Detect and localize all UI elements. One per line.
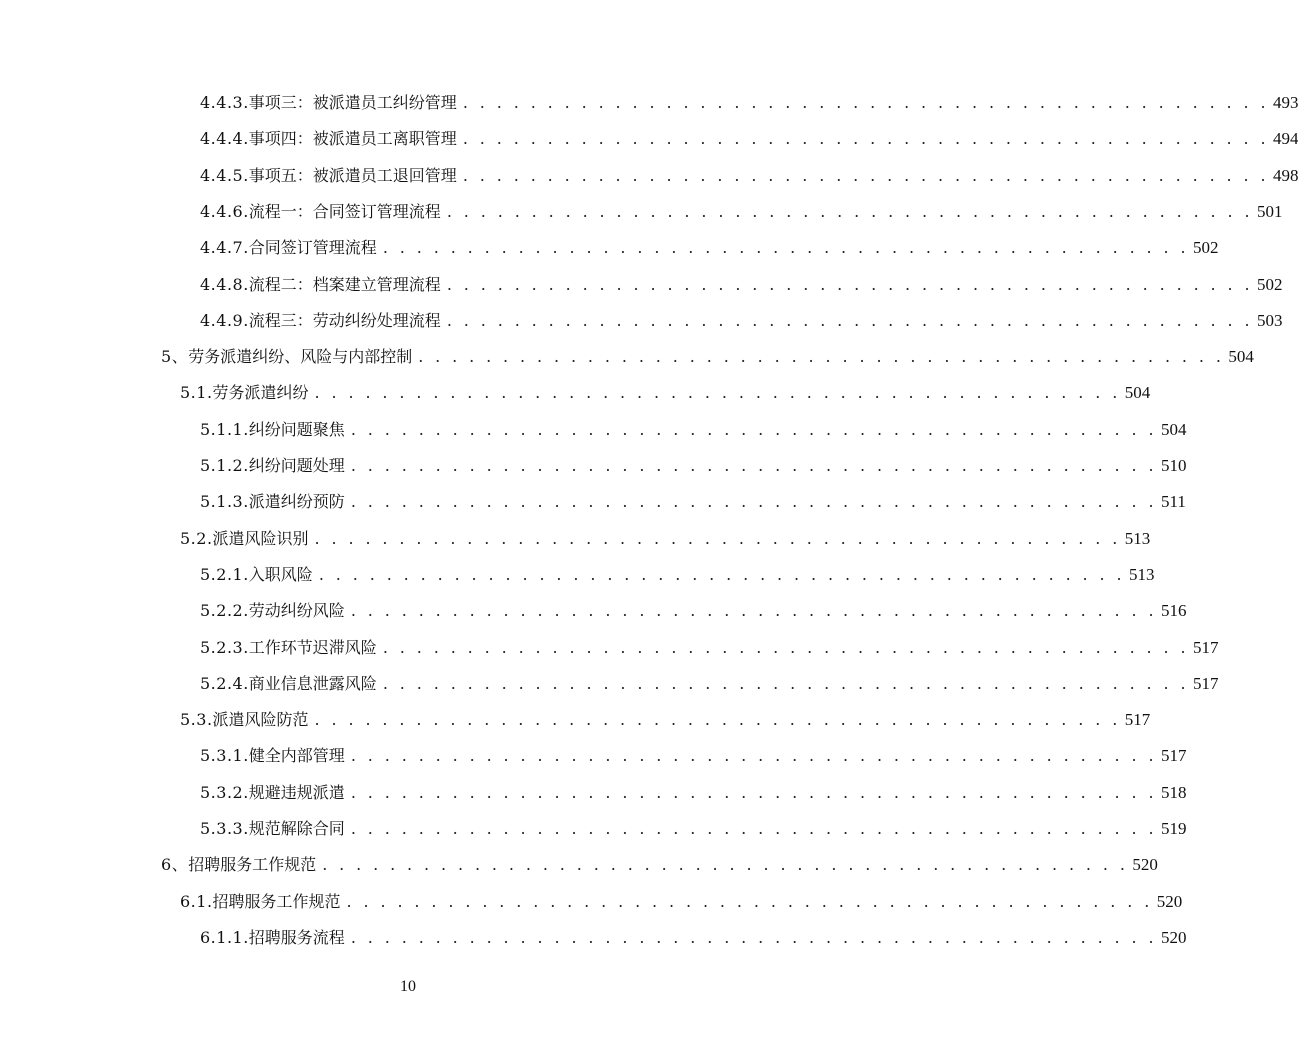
toc-entry-number: 5.2.4. bbox=[200, 674, 249, 693]
toc-entry[interactable] bbox=[200, 742, 1187, 770]
toc-entry-number: 4.4.9. bbox=[200, 311, 249, 330]
toc-entry[interactable] bbox=[180, 706, 1151, 734]
toc-entry-number: 5.3. bbox=[180, 710, 213, 729]
toc-dot-leader: . . . . . . . . . . . . . . . . . . . . . . . . . . . . . . . . . . . . . . . . . . . . . . . . bbox=[350, 746, 1157, 765]
toc-entry-page: 516 bbox=[1160, 601, 1187, 620]
toc-entry-page: 504 bbox=[1124, 383, 1151, 402]
toc-dot-leader: . . . . . . . . . . . . . . . . . . . . . . . . . . . . . . . . . . . . . . . . . . . . . . . . bbox=[350, 783, 1157, 802]
toc-entry-page: 502 bbox=[1256, 275, 1283, 294]
toc-entry-number: 5.2.3. bbox=[200, 638, 249, 657]
toc-entry-title: 工作环节迟滞风险 bbox=[248, 638, 377, 657]
toc-entry-number: 5.2. bbox=[180, 529, 213, 548]
toc-entry-page: 493 bbox=[1272, 93, 1298, 112]
toc-entry[interactable] bbox=[200, 597, 1187, 625]
toc-entry-title: 入职风险 bbox=[248, 565, 313, 584]
toc-entry[interactable] bbox=[200, 815, 1187, 843]
toc-entry-page: 511 bbox=[1160, 492, 1186, 511]
toc-entry-page: 502 bbox=[1192, 238, 1219, 257]
toc-entry-title: 派遣纠纷预防 bbox=[248, 492, 345, 511]
toc-entry[interactable] bbox=[200, 234, 1219, 262]
page-number: 10 bbox=[400, 978, 416, 995]
toc-dot-leader: . . . . . . . . . . . . . . . . . . . . . . . . . . . . . . . . . . . . . . . . . . . . . . . . bbox=[346, 892, 1153, 911]
toc-entry[interactable] bbox=[180, 525, 1151, 553]
toc-entry[interactable] bbox=[200, 162, 1298, 190]
toc-dot-leader: . . . . . . . . . . . . . . . . . . . . . . . . . . . . . . . . . . . . . . . . . . . . . . . . bbox=[350, 601, 1157, 620]
toc-entry[interactable] bbox=[200, 779, 1187, 807]
toc-dot-leader: . . . . . . . . . . . . . . . . . . . . . . . . . . . . . . . . . . . . . . . . . . . . . . . . bbox=[382, 674, 1189, 693]
toc-dot-leader: . . . . . . . . . . . . . . . . . . . . . . . . . . . . . . . . . . . . . . . . . . . . . . . . bbox=[446, 202, 1253, 221]
toc-entry[interactable] bbox=[200, 271, 1283, 299]
toc-entry-number: 5.2.2. bbox=[200, 601, 249, 620]
toc-entry-page: 513 bbox=[1124, 529, 1151, 548]
toc-dot-leader: . . . . . . . . . . . . . . . . . . . . . . . . . . . . . . . . . . . . . . . . . . . . . . . . bbox=[350, 456, 1157, 475]
toc-dot-leader: . . . . . . . . . . . . . . . . . . . . . . . . . . . . . . . . . . . . . . . . . . . . . . . . bbox=[418, 347, 1225, 366]
toc-entry-number: 4.4.3. bbox=[200, 93, 249, 112]
toc-entry-title: 劳动纠纷风险 bbox=[248, 601, 345, 620]
toc-dot-leader: . . . . . . . . . . . . . . . . . . . . . . . . . . . . . . . . . . . . . . . . . . . . . . . . bbox=[314, 710, 1121, 729]
toc-entry[interactable] bbox=[200, 125, 1298, 153]
toc-entry-title: 健全内部管理 bbox=[248, 746, 345, 765]
toc-entry[interactable] bbox=[200, 89, 1298, 117]
toc-dot-leader: . . . . . . . . . . . . . . . . . . . . . . . . . . . . . . . . . . . . . . . . . . . . . . . . bbox=[314, 383, 1121, 402]
toc-entry-page: 517 bbox=[1192, 638, 1219, 657]
toc-entry-number: 5.3.3. bbox=[200, 819, 249, 838]
toc-entry-number: 5.1. bbox=[180, 383, 213, 402]
toc-entry-number: 6.1.1. bbox=[200, 928, 249, 947]
toc-entry[interactable] bbox=[200, 307, 1283, 335]
toc-entry-number: 4.4.5. bbox=[200, 166, 249, 185]
toc-entry-page: 498 bbox=[1272, 166, 1298, 185]
toc-entry[interactable] bbox=[180, 379, 1151, 407]
toc-dot-leader: . . . . . . . . . . . . . . . . . . . . . . . . . . . . . . . . . . . . . . . . . . . . . . . . bbox=[350, 492, 1157, 511]
toc-entry[interactable] bbox=[200, 416, 1187, 444]
toc-entry-number: 4.4.7. bbox=[200, 238, 249, 257]
toc-entry-title: 纠纷问题聚焦 bbox=[248, 420, 345, 439]
toc-entry-title: 招聘服务工作规范 bbox=[212, 892, 341, 911]
toc-entry-title: 劳务派遣纠纷 bbox=[212, 383, 309, 402]
toc-dot-leader: . . . . . . . . . . . . . . . . . . . . . . . . . . . . . . . . . . . . . . . . . . . . . . . . bbox=[446, 275, 1253, 294]
toc-dot-leader: . . . . . . . . . . . . . . . . . . . . . . . . . . . . . . . . . . . . . . . . . . . . . . . . bbox=[350, 928, 1157, 947]
toc-entry-page: 494 bbox=[1272, 129, 1298, 148]
toc-entry-number: 5.1.1. bbox=[200, 420, 249, 439]
toc-entry-page: 518 bbox=[1160, 783, 1187, 802]
toc-dot-leader: . . . . . . . . . . . . . . . . . . . . . . . . . . . . . . . . . . . . . . . . . . . . . . . . bbox=[462, 93, 1269, 112]
toc-entry-number: 5.2.1. bbox=[200, 565, 249, 584]
toc-entry-title: 规范解除合同 bbox=[248, 819, 345, 838]
toc-entry[interactable] bbox=[200, 924, 1187, 952]
toc-entry-title: 商业信息泄露风险 bbox=[248, 674, 377, 693]
toc-entry-page: 513 bbox=[1128, 565, 1155, 584]
toc-entry-title: 事项三：被派遣员工纠纷管理 bbox=[248, 93, 457, 112]
toc-entry-page: 517 bbox=[1124, 710, 1151, 729]
toc-entry-page: 520 bbox=[1160, 928, 1187, 947]
toc-entry-number: 6、 bbox=[161, 855, 189, 874]
toc-entry-title: 劳务派遣纠纷、风险与内部控制 bbox=[188, 347, 413, 366]
toc-entry-number: 6.1. bbox=[180, 892, 213, 911]
toc-entry-page: 517 bbox=[1192, 674, 1219, 693]
toc-dot-leader: . . . . . . . . . . . . . . . . . . . . . . . . . . . . . . . . . . . . . . . . . . . . . . . . bbox=[350, 819, 1157, 838]
toc-dot-leader: . . . . . . . . . . . . . . . . . . . . . . . . . . . . . . . . . . . . . . . . . . . . . . . . bbox=[462, 166, 1269, 185]
toc-entry-page: 520 bbox=[1156, 892, 1183, 911]
toc-entry-number: 5.3.2. bbox=[200, 783, 249, 802]
toc-dot-leader: . . . . . . . . . . . . . . . . . . . . . . . . . . . . . . . . . . . . . . . . . . . . . . . . bbox=[322, 855, 1129, 874]
toc-entry-title: 招聘服务工作规范 bbox=[188, 855, 317, 874]
toc-entry-number: 5.1.2. bbox=[200, 456, 249, 475]
toc-entry[interactable] bbox=[161, 343, 1254, 371]
toc-dot-leader: . . . . . . . . . . . . . . . . . . . . . . . . . . . . . . . . . . . . . . . . . . . . . . . . bbox=[382, 238, 1189, 257]
toc-entry-title: 招聘服务流程 bbox=[248, 928, 345, 947]
toc-entry-number: 5、 bbox=[161, 347, 189, 366]
toc-dot-leader: . . . . . . . . . . . . . . . . . . . . . . . . . . . . . . . . . . . . . . . . . . . . . . . . bbox=[350, 420, 1157, 439]
toc-entry[interactable] bbox=[161, 851, 1158, 879]
toc-entry-number: 4.4.6. bbox=[200, 202, 249, 221]
toc-entry[interactable] bbox=[200, 198, 1283, 226]
toc-entry-title: 流程一：合同签订管理流程 bbox=[248, 202, 441, 221]
toc-entry-page: 504 bbox=[1160, 420, 1187, 439]
toc-entry-number: 5.1.3. bbox=[200, 492, 249, 511]
toc-entry-number: 4.4.8. bbox=[200, 275, 249, 294]
toc-entry-title: 派遣风险防范 bbox=[212, 710, 309, 729]
toc-entry-page: 501 bbox=[1256, 202, 1283, 221]
toc-entry-title: 派遣风险识别 bbox=[212, 529, 309, 548]
toc-entry-title: 流程二：档案建立管理流程 bbox=[248, 275, 441, 294]
toc-entry-page: 519 bbox=[1160, 819, 1187, 838]
toc-entry-number: 4.4.4. bbox=[200, 129, 249, 148]
toc-dot-leader: . . . . . . . . . . . . . . . . . . . . . . . . . . . . . . . . . . . . . . . . . . . . . . . . bbox=[318, 565, 1125, 584]
toc-entry-title: 流程三：劳动纠纷处理流程 bbox=[248, 311, 441, 330]
toc-entry-title: 纠纷问题处理 bbox=[248, 456, 345, 475]
toc-entry[interactable] bbox=[180, 888, 1183, 916]
toc-dot-leader: . . . . . . . . . . . . . . . . . . . . . . . . . . . . . . . . . . . . . . . . . . . . . . . . bbox=[462, 129, 1269, 148]
toc-entry[interactable] bbox=[200, 634, 1219, 662]
toc-entry-page: 510 bbox=[1160, 456, 1187, 475]
toc-entry-page: 504 bbox=[1228, 347, 1254, 366]
toc-entry-number: 5.3.1. bbox=[200, 746, 249, 765]
toc-entry[interactable] bbox=[200, 452, 1187, 480]
toc-entry-title: 规避违规派遣 bbox=[248, 783, 345, 802]
toc-entry[interactable] bbox=[200, 561, 1155, 589]
toc-entry-title: 事项五：被派遣员工退回管理 bbox=[248, 166, 457, 185]
toc-dot-leader: . . . . . . . . . . . . . . . . . . . . . . . . . . . . . . . . . . . . . . . . . . . . . . . . bbox=[382, 638, 1189, 657]
toc-entry-page: 503 bbox=[1256, 311, 1283, 330]
toc-entry-title: 合同签订管理流程 bbox=[248, 238, 377, 257]
toc-entry-title: 事项四：被派遣员工离职管理 bbox=[248, 129, 457, 148]
toc-entry-page: 517 bbox=[1160, 746, 1187, 765]
toc-entry[interactable] bbox=[200, 670, 1219, 698]
toc-dot-leader: . . . . . . . . . . . . . . . . . . . . . . . . . . . . . . . . . . . . . . . . . . . . . . . . bbox=[446, 311, 1253, 330]
toc-dot-leader: . . . . . . . . . . . . . . . . . . . . . . . . . . . . . . . . . . . . . . . . . . . . . . . . bbox=[314, 529, 1121, 548]
toc-entry-page: 520 bbox=[1132, 855, 1158, 874]
toc-entry[interactable] bbox=[200, 488, 1186, 516]
